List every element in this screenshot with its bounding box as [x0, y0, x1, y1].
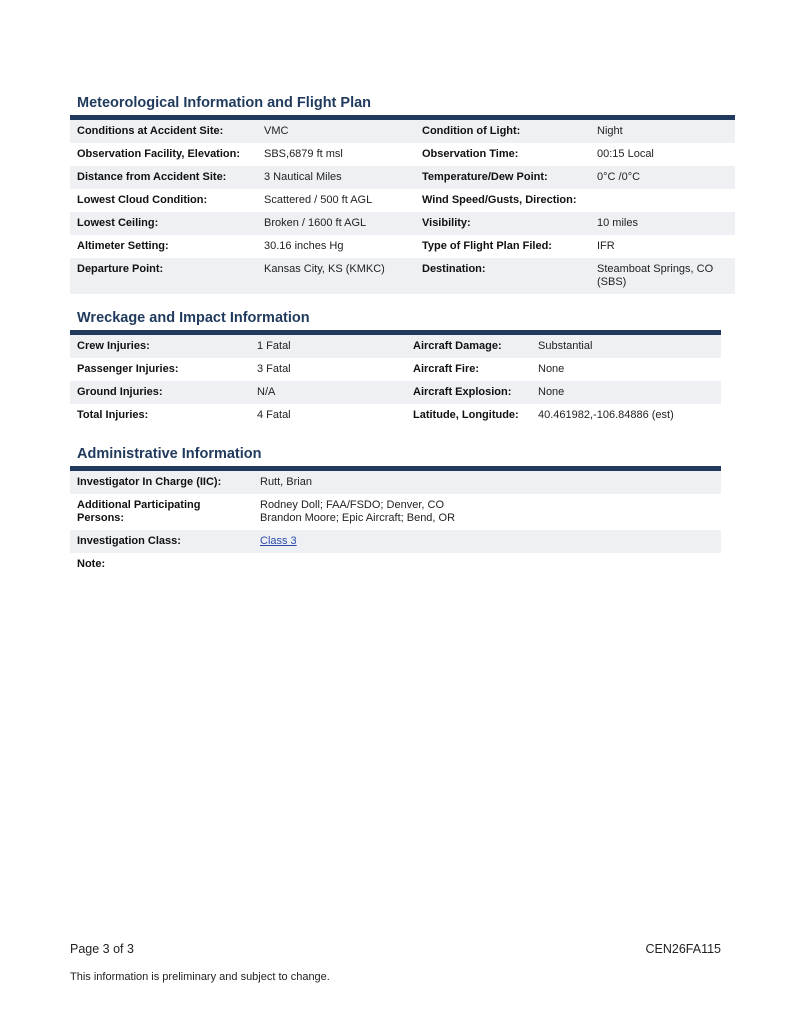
field-label: Type of Flight Plan Filed: [415, 235, 590, 258]
field-label: Latitude, Longitude: [406, 404, 531, 427]
table-row [70, 235, 735, 258]
field-value [590, 189, 735, 212]
field-label: Observation Facility, Elevation: [70, 143, 257, 166]
field-label: Departure Point: [70, 258, 257, 294]
iic-label: Investigator In Charge (IIC): [70, 471, 253, 494]
field-label: Lowest Ceiling: [70, 212, 257, 235]
field-label: Lowest Cloud Condition: [70, 189, 257, 212]
administrative-table [70, 471, 721, 576]
field-value: IFR [590, 235, 735, 258]
note-label: Note: [70, 553, 253, 576]
page-number: Page 3 of 3 [70, 942, 134, 956]
field-label: Total Injuries: [70, 404, 250, 427]
table-row [70, 530, 721, 553]
meteorological-title: Meteorological Information and Flight Plan [77, 95, 372, 111]
administrative-section [70, 445, 721, 576]
field-label: Aircraft Explosion: [406, 381, 531, 404]
table-row [70, 189, 735, 212]
field-value: 1 Fatal [250, 335, 406, 358]
field-value: 30.16 inches Hg [257, 235, 415, 258]
meteorological-table [70, 120, 735, 294]
table-row [70, 335, 721, 358]
field-label: Temperature/Dew Point: [415, 166, 590, 189]
table-row [70, 166, 735, 189]
wreckage-table [70, 335, 721, 427]
wreckage-section [70, 309, 721, 427]
field-value: SBS,6879 ft msl [257, 143, 415, 166]
case-id: CEN26FA115 [645, 942, 721, 956]
table-row [70, 381, 721, 404]
class-label: Investigation Class: [70, 530, 253, 553]
field-value: 00:15 Local [590, 143, 735, 166]
field-label: Conditions at Accident Site: [70, 120, 257, 143]
field-value: 0°C /0°C [590, 166, 735, 189]
field-label: Ground Injuries: [70, 381, 250, 404]
table-row [70, 258, 735, 294]
field-label: Visibility: [415, 212, 590, 235]
note-value [253, 553, 721, 576]
field-label: Aircraft Damage: [406, 335, 531, 358]
table-row [70, 358, 721, 381]
field-label: Observation Time: [415, 143, 590, 166]
field-value: 4 Fatal [250, 404, 406, 427]
iic-value: Rutt, Brian [253, 471, 721, 494]
field-label: Condition of Light: [415, 120, 590, 143]
participants-value [253, 494, 721, 530]
class-value-cell [253, 530, 721, 553]
field-value: 10 miles [590, 212, 735, 235]
table-row [70, 143, 735, 166]
field-value: Night [590, 120, 735, 143]
participant-line: Rodney Doll; FAA/FSDO; Denver, CO [260, 499, 445, 511]
field-label: Wind Speed/Gusts, Direction: [415, 189, 590, 212]
field-value: 3 Nautical Miles [257, 166, 415, 189]
meteorological-section [70, 94, 735, 294]
wreckage-title: Wreckage and Impact Information [77, 310, 310, 326]
field-label: Destination: [415, 258, 590, 294]
field-value: VMC [257, 120, 415, 143]
field-label: Passenger Injuries: [70, 358, 250, 381]
table-row [70, 404, 721, 427]
field-value: Broken / 1600 ft AGL [257, 212, 415, 235]
field-value: None [531, 358, 721, 381]
administrative-title: Administrative Information [77, 446, 262, 462]
field-value: Kansas City, KS (KMKC) [257, 258, 415, 294]
field-label: Distance from Accident Site: [70, 166, 257, 189]
field-value: Substantial [531, 335, 721, 358]
field-label: Aircraft Fire: [406, 358, 531, 381]
field-value: Scattered / 500 ft AGL [257, 189, 415, 212]
participants-label: Additional Participating Persons: [70, 494, 253, 530]
disclaimer: This information is preliminary and subject to change. [70, 971, 330, 983]
investigation-class-link[interactable]: Class 3 [260, 535, 297, 547]
field-value: 3 Fatal [250, 358, 406, 381]
participant-line: Brandon Moore; Epic Aircraft; Bend, OR [260, 512, 456, 524]
table-row [70, 471, 721, 494]
field-value: None [531, 381, 721, 404]
field-label: Altimeter Setting: [70, 235, 257, 258]
field-value: 40.461982,-106.84886 (est) [531, 404, 721, 427]
table-row [70, 494, 721, 530]
table-row [70, 553, 721, 576]
table-row [70, 212, 735, 235]
field-label: Crew Injuries: [70, 335, 250, 358]
field-value: N/A [250, 381, 406, 404]
field-value: Steamboat Springs, CO (SBS) [590, 258, 735, 294]
table-row [70, 120, 735, 143]
